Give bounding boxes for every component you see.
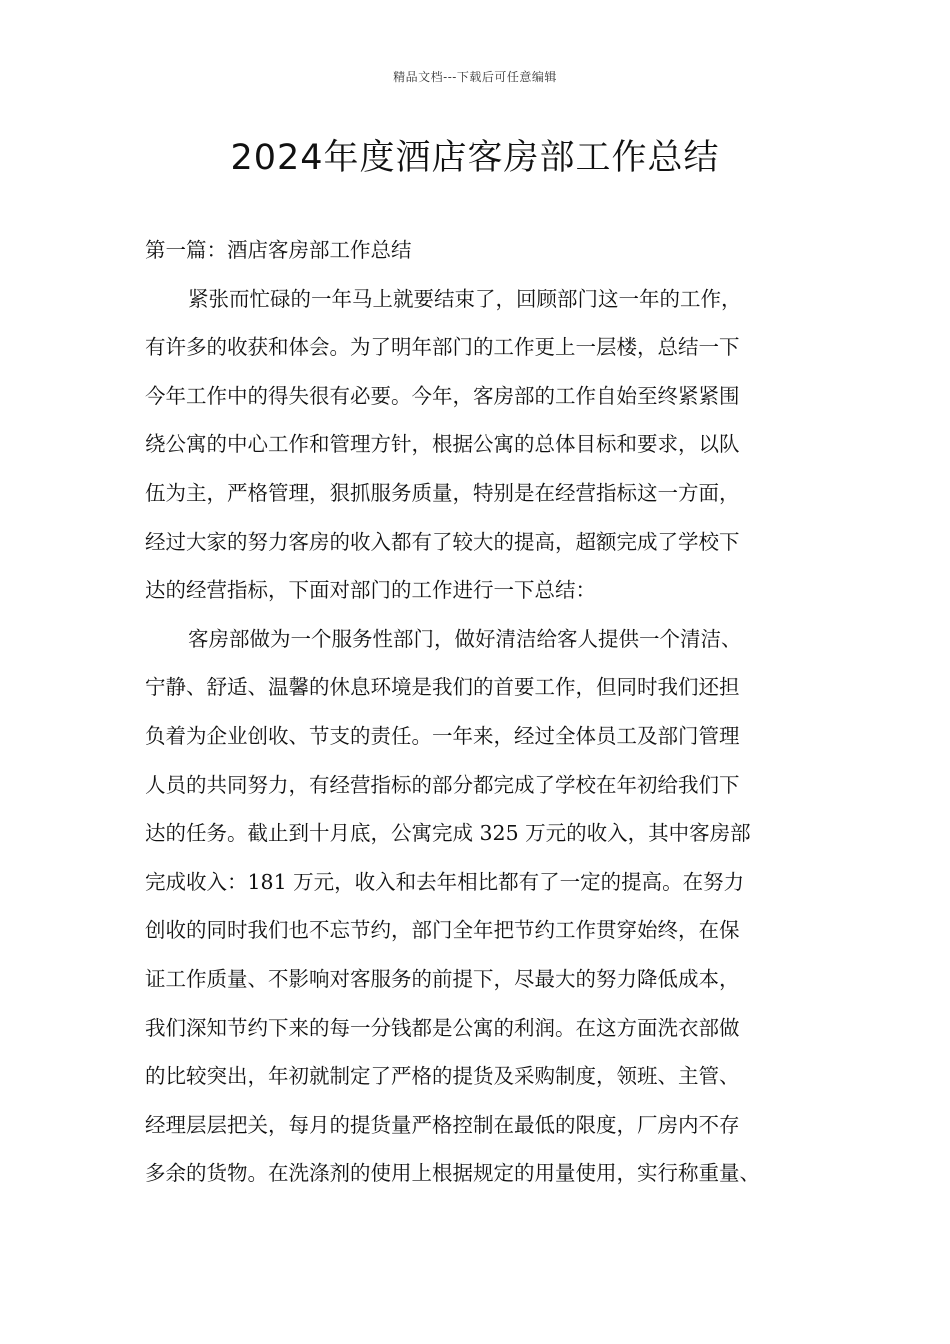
paragraph-line: 紧张而忙碌的一年马上就要结束了，回顾部门这一年的工作，	[188, 286, 742, 311]
header-note: 精品文档---下载后可任意编辑	[393, 70, 557, 84]
paragraph-line: 证工作质量、不影响对客服务的前提下，尽最大的努力降低成本，	[145, 966, 740, 991]
paragraph-line: 完成收入：181 万元，收入和去年相比都有了一定的提高。在努力	[145, 869, 745, 894]
paragraph-2	[145, 615, 825, 1198]
paragraph-line: 负着为企业创收、节支的责任。一年来，经过全体员工及部门管理	[145, 723, 740, 748]
paragraph-line: 伍为主，严格管理，狠抓服务质量，特别是在经营指标这一方面，	[145, 480, 740, 505]
document-title: 2024年度酒店客房部工作总结	[230, 138, 720, 178]
paragraph-line: 宁静、舒适、温馨的休息环境是我们的首要工作，但同时我们还担	[145, 675, 740, 700]
paragraph-line: 客房部做为一个服务性部门，做好清洁给客人提供一个清洁、	[188, 626, 742, 651]
paragraph-line: 达的任务。截止到十月底，公寓完成 325 万元的收入，其中客房部	[145, 821, 751, 846]
paragraph-line: 的比较突出，年初就制定了严格的提货及采购制度，领班、主管、	[145, 1064, 740, 1089]
document-body	[145, 226, 825, 1198]
paragraph-line: 达的经营指标，下面对部门的工作进行一下总结：	[145, 578, 596, 603]
paragraph-line: 人员的共同努力，有经营指标的部分都完成了学校在年初给我们下	[145, 772, 740, 797]
paragraph-line: 绕公寓的中心工作和管理方针，根据公寓的总体目标和要求，以队	[145, 432, 740, 457]
paragraph-line: 今年工作中的得失很有必要。今年，客房部的工作自始至终紧紧围	[145, 383, 740, 408]
paragraph-line: 有许多的收获和体会。为了明年部门的工作更上一层楼，总结一下	[145, 335, 740, 360]
paragraph-line: 多余的货物。在洗涤剂的使用上根据规定的用量使用，实行称重量、	[145, 1161, 760, 1186]
paragraph-line: 经过大家的努力客房的收入都有了较大的提高，超额完成了学校下	[145, 529, 740, 554]
section-heading: 第一篇：酒店客房部工作总结	[145, 238, 412, 262]
paragraph-1	[145, 275, 825, 615]
paragraph-line: 创收的同时我们也不忘节约，部门全年把节约工作贯穿始终，在保	[145, 918, 740, 943]
paragraph-line: 经理层层把关，每月的提货量严格控制在最低的限度，厂房内不存	[145, 1112, 740, 1137]
paragraph-line: 我们深知节约下来的每一分钱都是公寓的利润。在这方面洗衣部做	[145, 1015, 740, 1040]
